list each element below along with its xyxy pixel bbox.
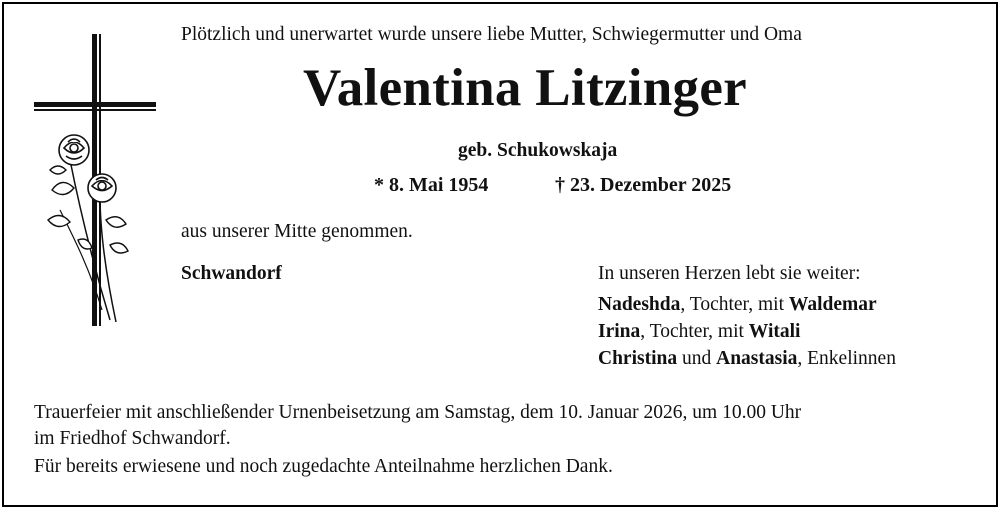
intro-text: Plötzlich und unerwartet wurde unsere liebe Mutter, Schwiegermutter und Oma xyxy=(181,24,802,45)
mourner-name: Anastasia xyxy=(716,348,798,369)
funeral-info-line: Trauerfeier mit anschließender Urnenbeisetzung am Samstag, dem 10. Januar 2026, um 10.00 Uhr xyxy=(34,402,802,423)
death-date: † 23. Dezember 2025 xyxy=(555,174,732,196)
mourner-name: Witali xyxy=(748,321,801,342)
mourner-relation: , Enkelinnen xyxy=(797,348,896,369)
mourner-relation: , Tochter, mit xyxy=(640,321,749,342)
maiden-name: geb. Schukowskaja xyxy=(458,140,618,161)
deceased-name: Valentina Litzinger xyxy=(303,59,747,117)
mourner-name: Waldemar xyxy=(788,294,877,315)
mourner-line xyxy=(598,294,877,316)
mourner-relation: , Tochter, mit xyxy=(680,294,789,315)
birth-date: * 8. Mai 1954 xyxy=(374,174,489,196)
mourners-intro: In unseren Herzen lebt sie weiter: xyxy=(598,263,861,284)
taken-text: aus unserer Mitte genommen. xyxy=(181,221,413,242)
mourner-name: Irina xyxy=(598,321,641,342)
thanks-text: Für bereits erwiesene und noch zugedachte Anteilnahme herzlichen Dank. xyxy=(34,456,613,477)
funeral-location-line: im Friedhof Schwandorf. xyxy=(34,428,231,449)
place-name: Schwandorf xyxy=(181,263,282,284)
mourner-name: Christina xyxy=(598,348,678,369)
mourner-relation: und xyxy=(677,348,717,369)
mourner-line xyxy=(598,321,800,343)
mourner-name: Nadeshda xyxy=(598,294,681,315)
mourner-line xyxy=(598,348,896,370)
